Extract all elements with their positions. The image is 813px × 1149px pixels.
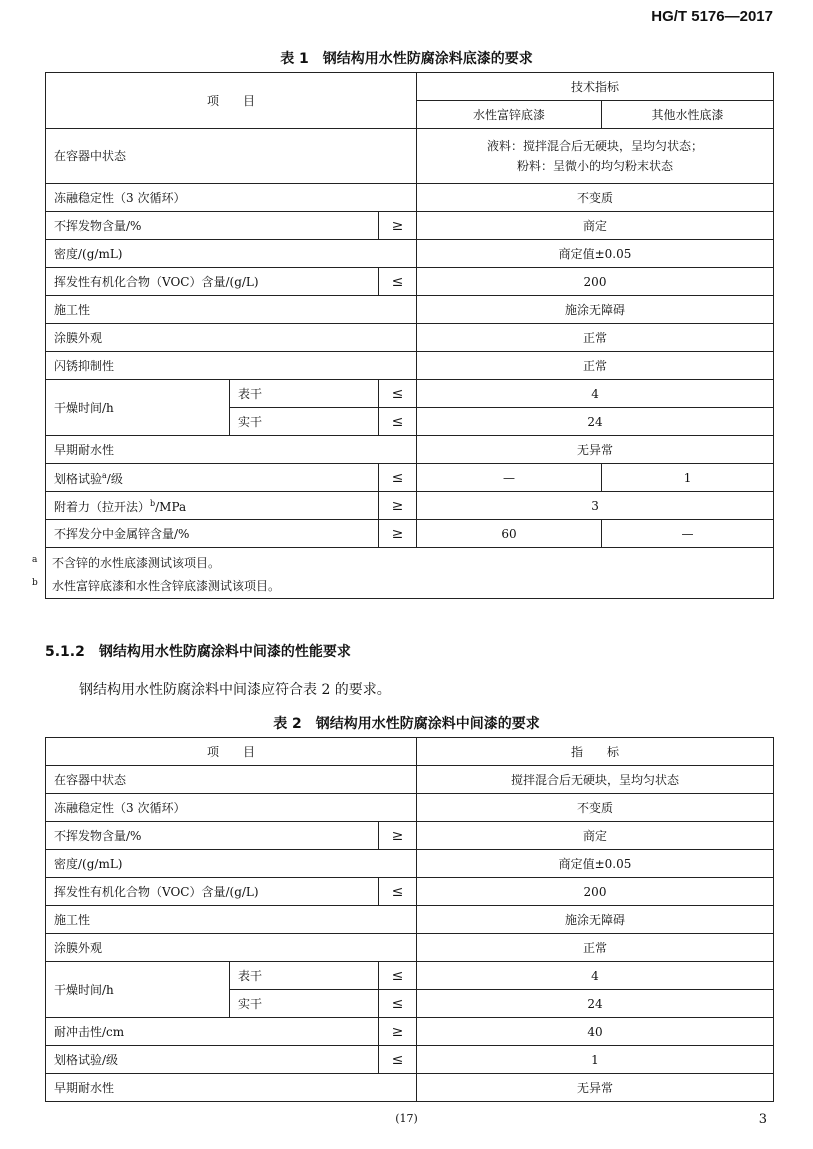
row-label [46, 464, 379, 492]
row-label: 划格试验/级 [46, 1046, 379, 1074]
footnote [32, 575, 765, 594]
row-value: 无异常 [417, 436, 774, 464]
row-symbol: ≤ [379, 962, 417, 990]
row-value: 24 [417, 990, 774, 1018]
row-value: 商定 [417, 212, 774, 240]
table1-head-col2: 其他水性底漆 [602, 101, 774, 129]
page-number: 3 [758, 1112, 767, 1127]
row-symbol: ≤ [379, 1046, 417, 1074]
table1-caption: 表 1 钢结构用水性防腐涂料底漆的要求 [280, 51, 533, 67]
row-value: 200 [417, 878, 774, 906]
table-row [46, 73, 774, 101]
label-unit: /MPa [155, 500, 187, 514]
row-label: 涂膜外观 [46, 324, 417, 352]
row-label: 早期耐水性 [46, 1074, 417, 1102]
row-symbol: ≤ [379, 878, 417, 906]
table-row [46, 352, 774, 380]
value-line: 液料：搅拌混合后无硬块，呈均匀状态； [487, 139, 704, 153]
row-value: — [417, 464, 602, 492]
table1-head-item: 项 目 [46, 73, 417, 129]
table-row [46, 129, 774, 184]
table-row [46, 548, 774, 599]
row-value: 3 [417, 492, 774, 520]
table1-head-col1: 水性富锌底漆 [417, 101, 602, 129]
row-value: 4 [417, 380, 774, 408]
table-row [46, 492, 774, 520]
table-row [46, 1046, 774, 1074]
section-heading [45, 641, 351, 661]
row-value: 60 [417, 520, 602, 548]
table-row [46, 240, 774, 268]
row-value: 施涂无障碍 [417, 296, 774, 324]
row-symbol: ≥ [379, 1018, 417, 1046]
table-row [46, 738, 774, 766]
row-value: 不变质 [417, 184, 774, 212]
table-row [46, 878, 774, 906]
table1 [32, 72, 774, 599]
section-number: 5.1.2 [45, 644, 85, 660]
row-value: 40 [417, 1018, 774, 1046]
row-label: 挥发性有机化合物（VOC）含量/(g/L) [46, 878, 379, 906]
row-label: 早期耐水性 [46, 436, 417, 464]
row-value: 施涂无障碍 [417, 906, 774, 934]
row-symbol: ≤ [379, 464, 417, 492]
row-label: 密度/(g/mL) [46, 240, 417, 268]
table-row [46, 296, 774, 324]
table2 [45, 737, 774, 1102]
row-value: 1 [417, 1046, 774, 1074]
row-label: 施工性 [46, 906, 417, 934]
table-row [46, 436, 774, 464]
row-sublabel: 实干 [230, 990, 379, 1018]
row-label: 干燥时间/h [46, 380, 230, 436]
row-value: 正常 [417, 324, 774, 352]
row-label: 在容器中状态 [46, 766, 417, 794]
row-symbol: ≥ [379, 212, 417, 240]
row-label: 干燥时间/h [46, 962, 230, 1018]
section-paragraph: 钢结构用水性防腐涂料中间漆应符合表 2 的要求。 [79, 682, 391, 698]
footnote-mark: b [150, 499, 156, 508]
row-sublabel: 表干 [230, 962, 379, 990]
table-row [46, 822, 774, 850]
table2-head-index: 指 标 [417, 738, 774, 766]
table-row [46, 906, 774, 934]
label-unit: /级 [106, 472, 123, 486]
table-row [46, 520, 774, 548]
row-label: 在容器中状态 [46, 129, 417, 184]
table-row [46, 850, 774, 878]
table-row [46, 1018, 774, 1046]
row-symbol: ≤ [379, 408, 417, 436]
table-row [46, 324, 774, 352]
footnote-mark: a [32, 555, 38, 565]
label-text: 附着力（拉开法） [54, 500, 151, 514]
row-symbol: ≥ [379, 520, 417, 548]
row-value: 商定值±0.05 [417, 850, 774, 878]
footnote-text: 不含锌的水性底漆测试该项目。 [52, 556, 221, 570]
row-value: 4 [417, 962, 774, 990]
row-value: 搅拌混合后无硬块，呈均匀状态 [417, 766, 774, 794]
row-symbol: ≤ [379, 380, 417, 408]
table1-head-tech: 技术指标 [417, 73, 774, 101]
row-label: 耐冲击性/cm [46, 1018, 379, 1046]
section-title: 钢结构用水性防腐涂料中间漆的性能要求 [98, 644, 351, 660]
table-row [46, 380, 774, 408]
row-value: 200 [417, 268, 774, 296]
row-label: 施工性 [46, 296, 417, 324]
row-value: 正常 [417, 934, 774, 962]
row-symbol: ≤ [379, 268, 417, 296]
row-value: 商定值±0.05 [417, 240, 774, 268]
label-text: 划格试验 [54, 472, 103, 486]
value-line: 粉料：呈微小的均匀粉末状态 [517, 159, 674, 173]
row-value: 商定 [417, 822, 774, 850]
row-value: 1 [602, 464, 774, 492]
table1-footnotes [32, 548, 774, 599]
table2-caption: 表 2 钢结构用水性防腐涂料中间漆的要求 [273, 716, 540, 732]
row-value [417, 129, 774, 184]
row-label: 挥发性有机化合物（VOC）含量/(g/L) [46, 268, 379, 296]
row-label: 冻融稳定性（3 次循环） [46, 184, 417, 212]
row-label: 不挥发分中金属锌含量/% [46, 520, 379, 548]
table-row [46, 464, 774, 492]
footnote-mark: a [102, 471, 107, 480]
page-sequence: (17) [395, 1112, 418, 1125]
row-label: 冻融稳定性（3 次循环） [46, 794, 417, 822]
row-value: 无异常 [417, 1074, 774, 1102]
row-symbol: ≤ [379, 990, 417, 1018]
table-row [46, 212, 774, 240]
row-label: 涂膜外观 [46, 934, 417, 962]
footnote [32, 552, 765, 571]
row-label: 不挥发物含量/% [46, 212, 379, 240]
table-row [46, 268, 774, 296]
table-row [46, 766, 774, 794]
table-row [46, 962, 774, 990]
row-value: 不变质 [417, 794, 774, 822]
table2-head-item: 项 目 [46, 738, 417, 766]
row-label: 不挥发物含量/% [46, 822, 379, 850]
table-row [46, 934, 774, 962]
footnote-mark: b [32, 578, 38, 588]
row-sublabel: 实干 [230, 408, 379, 436]
row-label: 闪锈抑制性 [46, 352, 417, 380]
row-sublabel: 表干 [230, 380, 379, 408]
row-symbol: ≥ [379, 492, 417, 520]
table-row [46, 1074, 774, 1102]
row-value: — [602, 520, 774, 548]
table-row [46, 184, 774, 212]
footnote-text: 水性富锌底漆和水性含锌底漆测试该项目。 [52, 579, 281, 593]
row-label: 密度/(g/mL) [46, 850, 417, 878]
row-value: 正常 [417, 352, 774, 380]
row-value: 24 [417, 408, 774, 436]
table-row [46, 794, 774, 822]
row-label [46, 492, 379, 520]
standard-number: HG/T 5176—2017 [651, 8, 773, 25]
row-symbol: ≥ [379, 822, 417, 850]
